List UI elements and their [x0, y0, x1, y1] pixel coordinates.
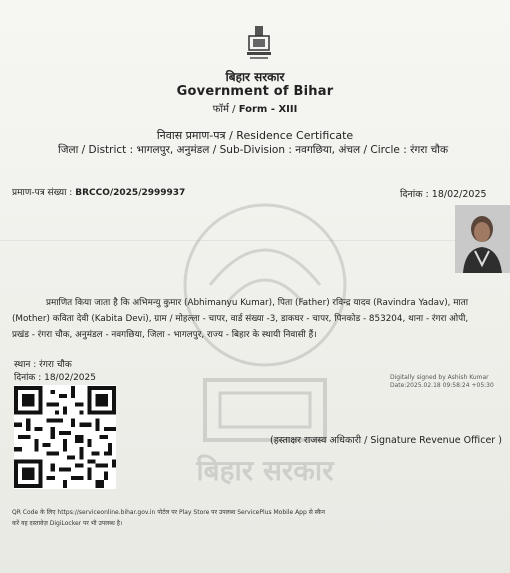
- svg-text:बिहार सरकार: बिहार सरकार: [196, 454, 334, 487]
- body-line-1: प्रमाणित किया जाता है कि अभिमन्यु कुमार (Abhimanyu Kumar), पिता (Father) रविन्द्र यादव (Ravindra Yadav), माता: [46, 298, 469, 308]
- district-line: जिला / District : भागलपुर, अनुमंडल / Sub-Division : नवगछिया, अंचल / Circle : रंगरा चौक: [58, 144, 449, 156]
- signatory: (हस्ताक्षर राजस्व अधिकारी / Signature Revenue Officer ): [270, 435, 502, 446]
- certificate-number-value: BRCCO/2025/2999937: [75, 188, 186, 198]
- form-label-en: Form - XIII: [238, 104, 298, 115]
- applicant-photo: [455, 205, 510, 273]
- government-emblem-icon: [244, 24, 274, 62]
- certificate-number-label: प्रमाण-पत्र संख्या :: [12, 188, 73, 198]
- issue-date-footer: दिनांक : 18/02/2025: [14, 373, 96, 383]
- footer-digilocker-note: करें यह दस्तावेज़ DigiLocker पर भी उपलब्ध है।: [12, 520, 123, 527]
- bihar-emblem-watermark: [150, 195, 380, 495]
- certificate-title: निवास प्रमाण-पत्र / Residence Certificate: [156, 129, 354, 142]
- form-label-hindi: फॉर्म /: [212, 104, 236, 115]
- body-line-3: प्रखंड - रंगरा चौक, अनुमंडल - नवगछिया, जिला - भागलपुर, राज्य - बिहार के स्थायी निवासी हैं।: [12, 330, 317, 340]
- header-government: Government of Bihar: [176, 84, 334, 99]
- place-of-issue: स्थान : रंगरा चौक: [14, 360, 72, 370]
- issue-date: दिनांक : 18/02/2025: [400, 189, 487, 200]
- footer-qr-note: QR Code के लिए https://serviceonline.bihar.gov.in पोर्टल पर Play Store पर उपलब्ध ServicePlus Mobile App से स्कैन: [12, 509, 325, 516]
- digital-signature: Digitally signed by Ashish Kumar Date:2025.02.18 09:58:24 +05:30: [390, 374, 494, 389]
- header-state-hindi: बिहार सरकार: [225, 70, 285, 84]
- certificate-number: [12, 185, 185, 198]
- qr-code: [14, 385, 116, 489]
- header-form: [0, 101, 510, 115]
- body-line-2: (Mother) कविता देवी (Kabita Devi), ग्राम / मोहल्ला - चापर, वार्ड संख्या -3, डाकघर - चापर, पिनकोड - 853204, थाना - रंगरा ओपी,: [12, 314, 469, 324]
